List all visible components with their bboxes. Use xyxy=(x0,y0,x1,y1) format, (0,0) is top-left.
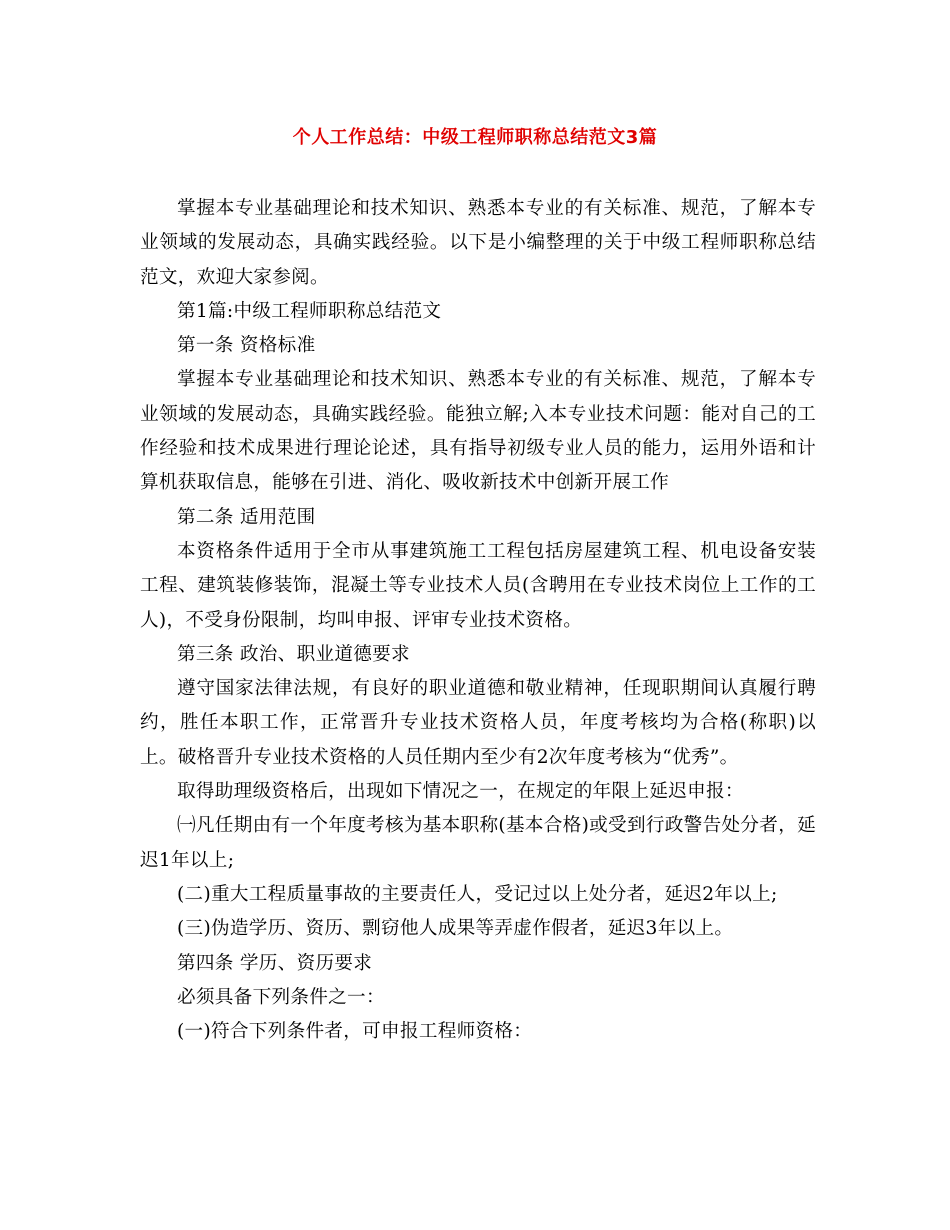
list-item: (二)重大工程质量事故的主要责任人，受记过以上处分者，延迟2年以上; xyxy=(177,883,778,905)
article-heading: 第一条 资格标准 xyxy=(177,335,316,357)
list-item: (一)符合下列条件者，可申报工程师资格： xyxy=(177,1021,533,1043)
body-paragraph: 遵守国家法律法规，有良好的职业道德和敬业精神，任现职期间认真履行聘约，胜任本职工作，正常晋升专业技术资格人员，年度考核均为合格(称职)以上。破格晋升专业技术资格的人员任期内至少有2次年度考核为“优秀”。 xyxy=(140,678,816,768)
body-paragraph: 掌握本专业基础理论和技术知识、熟悉本专业的有关标准、规范，了解本专业领域的发展动态，具确实践经验。能独立解;入本专业技术问题：能对自己的工作经验和技术成果进行理论论述，具有指导初级专业人员的能力，运用外语和计算机获取信息，能够在引进、消化、吸收新技术中创新开展工作 xyxy=(140,369,816,494)
intro-paragraph: 掌握本专业基础理论和技术知识、熟悉本专业的有关标准、规范，了解本专业领域的发展动态，具确实践经验。以下是小编整理的关于中级工程师职称总结范文，欢迎大家参阅。 xyxy=(140,198,816,288)
part-heading: 第1篇:中级工程师职称总结范文 xyxy=(177,300,442,322)
document-title: 个人工作总结：中级工程师职称总结范文3篇 xyxy=(292,127,658,148)
article-heading: 第四条 学历、资历要求 xyxy=(177,952,373,974)
article-heading: 第三条 政治、职业道德要求 xyxy=(177,643,410,665)
list-item: (三)伪造学历、资历、剽窃他人成果等弄虚作假者，延迟3年以上。 xyxy=(177,918,734,940)
body-paragraph: 必须具备下列条件之一： xyxy=(177,986,385,1008)
body-paragraph: 本资格条件适用于全市从事建筑施工工程包括房屋建筑工程、机电设备安装工程、建筑装修装饰，混凝土等专业技术人员(含聘用在专业技术岗位上工作的工人)，不受身份限制，均叫申报、评审专业技术资格。 xyxy=(140,540,816,631)
list-item: ㈠凡任期由有一个年度考核为基本职称(基本合格)或受到行政警告处分者，延迟1年以上; xyxy=(140,815,816,871)
body-paragraph: 取得助理级资格后，出现如下情况之一，在规定的年限上延迟申报： xyxy=(177,781,744,803)
document-body xyxy=(140,192,816,1049)
article-heading: 第二条 适用范围 xyxy=(177,506,316,528)
